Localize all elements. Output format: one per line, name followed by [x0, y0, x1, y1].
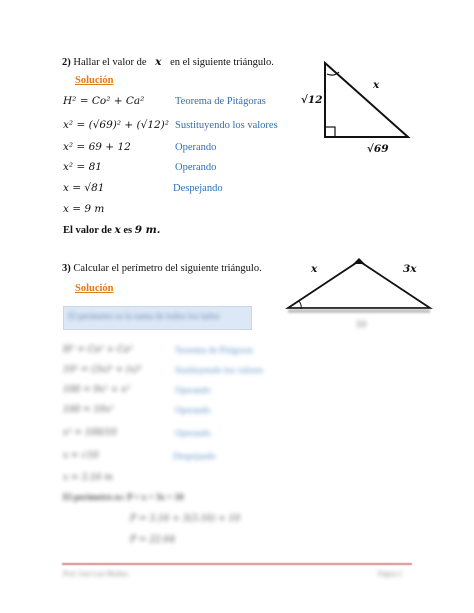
p2-step5-note: Despejando: [173, 183, 223, 194]
footer-author: Prof. José Luis Medina: [63, 570, 128, 578]
p2-step6-math: x = 9 m: [63, 203, 105, 215]
p3-result-line-1: P = 3.16 + 3(3.16) + 10: [130, 514, 241, 524]
p2-step2-math: x² = (√69)² + (√12)²: [63, 119, 169, 131]
p3-step5-note: Operando: [175, 428, 211, 438]
problem2-statement: [62, 56, 274, 68]
triangle-2-bottom-label: 10: [356, 320, 367, 329]
p3-step3-note: Operando: [175, 385, 211, 395]
p3-step2-math: 10² = (3x)² + (x)²: [63, 365, 142, 375]
p3-step7-math: x = 3.16 m: [63, 473, 113, 483]
p3-step5-math: x² = 100/10: [63, 428, 117, 438]
problem3-statement: [62, 263, 262, 274]
p2-step1-note: Teorema de Pitágoras: [175, 96, 266, 107]
definition-box-text: El perímetro es la suma de todos los lados: [68, 311, 220, 321]
triangle-1-left-label: √12: [301, 94, 323, 106]
problem3-solution-label: Solución: [75, 283, 114, 294]
answer-prefix: El valor de: [63, 225, 112, 236]
problem2-statement-text: Hallar el valor de: [73, 57, 147, 68]
right-angle-mark: [325, 127, 335, 137]
triangle-1-hyp-label: x: [373, 79, 380, 91]
problem3-statement-text: Calcular el perímetro del siguiente triángulo.: [73, 263, 262, 274]
triangle-1-shape: [325, 63, 408, 137]
p3-perimeter-line: El perímetro es: P = x + 3x + 10: [63, 492, 184, 502]
triangle-2-right-label: 3x: [403, 263, 417, 275]
problem2-answer: [63, 224, 160, 236]
p3-step2-note: Sustituyendo los valores: [175, 365, 263, 375]
footer-divider: [62, 563, 412, 565]
p2-step2-note: Sustituyendo los valores: [175, 120, 278, 131]
problem2-number: 2): [62, 57, 71, 68]
p2-step1-math: H² = Co² + Ca²: [63, 95, 145, 107]
triangle-2-left-label: x: [311, 263, 318, 275]
p2-step5-math: x = √81: [63, 182, 105, 194]
p2-step3-note: Operando: [175, 142, 217, 153]
p3-step1-math: H² = Co² + Ca²: [63, 345, 133, 355]
p2-step3-math: x² = 69 + 12: [63, 141, 131, 153]
apex-angle-mark: [353, 258, 365, 264]
problem3-number: 3): [62, 263, 71, 274]
triangle-diagram-1: [290, 55, 420, 165]
problem2-statement-end: en el siguiente triángulo.: [170, 57, 274, 68]
answer-value: 9 m.: [134, 224, 161, 236]
p3-step3-math: 100 = 9x² + x²: [63, 385, 130, 395]
p3-step4-math: 100 = 10x²: [63, 405, 114, 415]
p3-step4-note: Operando: [175, 405, 211, 415]
triangle-1-bottom-label: √69: [367, 143, 389, 155]
p2-step4-math: x² = 81: [63, 161, 102, 173]
problem2-variable: x: [155, 56, 162, 68]
problem2-solution-label: Solución: [75, 75, 114, 86]
p3-result-line-2: P = 22.64: [130, 535, 176, 545]
answer-mid: es: [123, 225, 133, 236]
footer-page: Página 2: [378, 570, 403, 578]
answer-var: x: [114, 224, 121, 236]
p2-step4-note: Operando: [175, 162, 217, 173]
p3-step1-note: Teorema de Pitágoras: [175, 345, 253, 355]
p3-step6-note: Despejando: [173, 451, 216, 461]
p3-step6-math: x = √10: [63, 451, 99, 461]
